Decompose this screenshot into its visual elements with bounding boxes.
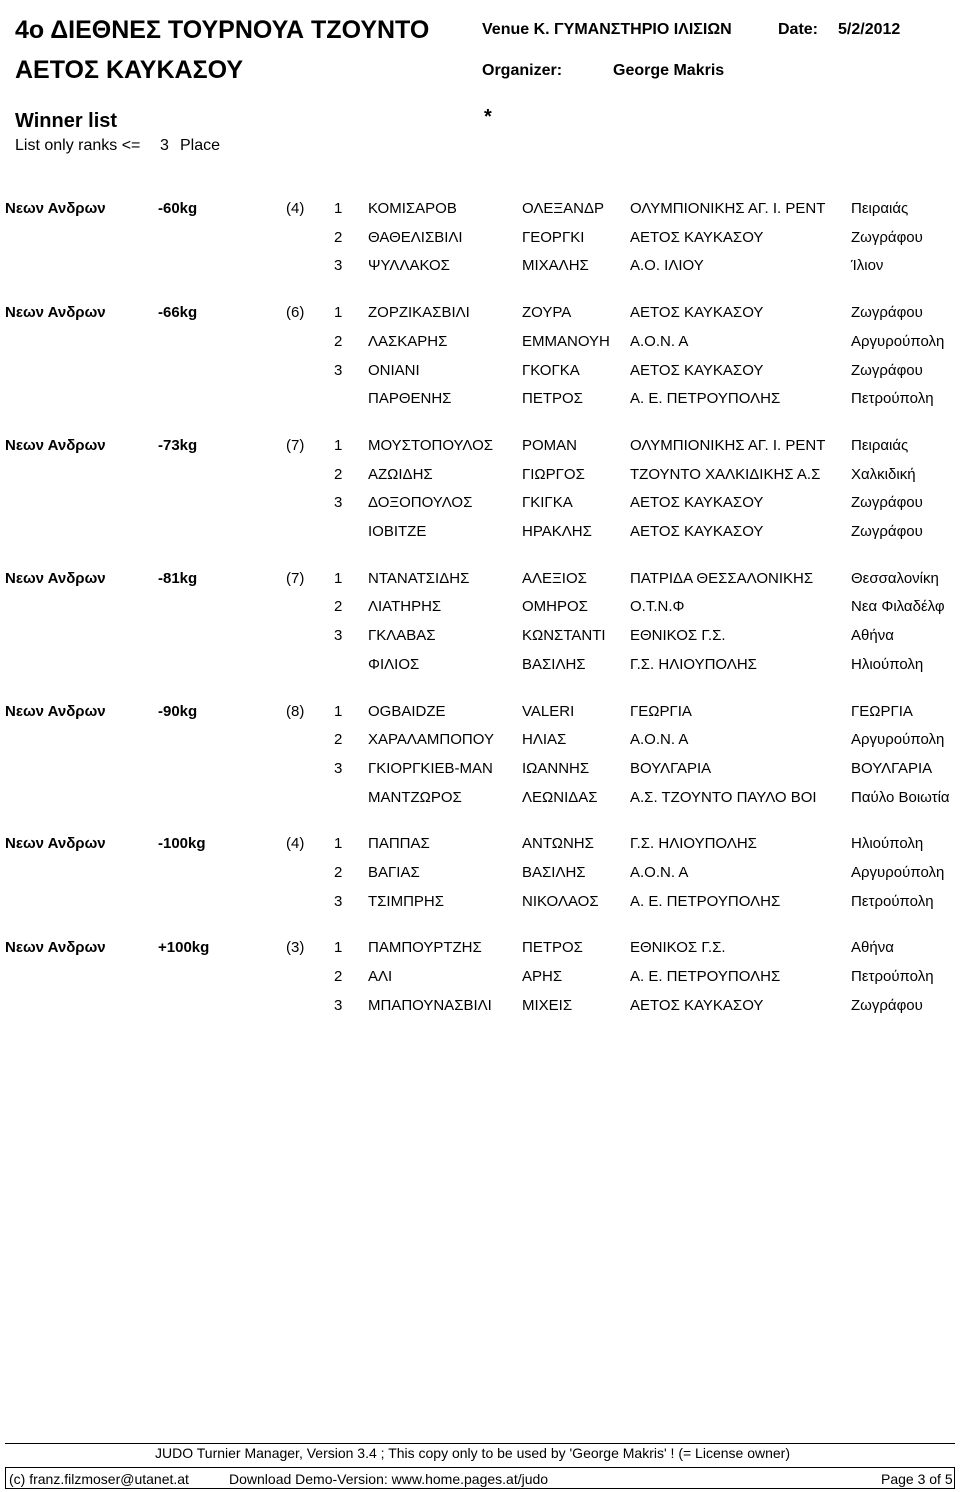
table-row xyxy=(0,333,960,355)
surname-cell: ΖΟΡΖΙΚΑΣΒΙΛΙ xyxy=(368,304,470,322)
download-link[interactable]: Download Demo-Version: www.home.pages.at/judo xyxy=(229,1471,549,1487)
table-row xyxy=(0,494,960,516)
participant-count-cell: (3) xyxy=(286,939,305,957)
city-cell: Πειραιάς xyxy=(851,200,909,217)
table-row xyxy=(0,200,960,222)
table-row xyxy=(0,570,960,592)
surname-cell: ΠΑΜΠΟΥΡΤΖΗΣ xyxy=(368,939,482,957)
table-row xyxy=(0,789,960,811)
rank-cell: 3 xyxy=(334,996,343,1014)
city-cell: Πετρούπολη xyxy=(851,892,934,910)
city-cell: Ζωγράφου xyxy=(851,304,923,322)
first-name-cell: ΡΟΜΑΝ xyxy=(522,436,578,454)
club-cell: Α.Ο.Ν. Α xyxy=(630,332,689,350)
category-cell: Νεων Ανδρων xyxy=(5,835,106,853)
surname-cell: ΟΝΙΑΝΙ xyxy=(368,361,420,379)
first-name-cell: ΜΙΧΑΛΗΣ xyxy=(522,257,589,275)
surname-cell: ΧΑΡΑΛΑΜΠΟΠΟΥ xyxy=(368,731,494,749)
ranks-filter-value: 3 xyxy=(160,137,169,154)
weight-class-cell: -81kg xyxy=(158,569,198,587)
rank-cell: 3 xyxy=(334,892,343,910)
city-cell: Ζωγράφου xyxy=(851,494,923,512)
club-cell: ΟΛΥΜΠΙΟΝΙΚΗΣ ΑΓ. Ι. ΡΕΝΤ xyxy=(630,436,826,454)
table-row xyxy=(0,627,960,649)
first-name-cell: ΒΑΣΙΛΗΣ xyxy=(522,655,586,673)
club-cell: Α.Ο.Ν. Α xyxy=(630,731,689,749)
surname-cell: ΒΑΓΙΑΣ xyxy=(368,864,420,881)
first-name-cell: ΛΕΩΝΙΔΑΣ xyxy=(522,788,598,806)
surname-cell: ΚΟΜΙΣΑΡΟΒ xyxy=(368,200,457,217)
table-row xyxy=(0,257,960,279)
rank-cell: 2 xyxy=(334,598,343,616)
city-cell: Πετρούπολη xyxy=(851,968,934,986)
city-cell: Παύλο Βοιωτία xyxy=(851,788,950,806)
participant-count-cell: (4) xyxy=(286,200,305,217)
venue-label: Venue Κ. ΓΥΜΑΝΣΤΗΡΙΟ ΙΛΙΣΙΩΝ xyxy=(482,21,732,38)
copyright-text: (c) franz.filzmoser@utanet.at xyxy=(9,1471,189,1487)
table-row xyxy=(0,437,960,459)
rank-cell: 3 xyxy=(334,494,343,512)
club-cell: Ο.Τ.Ν.Φ xyxy=(630,598,685,616)
table-row xyxy=(0,390,960,412)
category-cell: Νεων Ανδρων xyxy=(5,569,106,587)
surname-cell: ΔΟΞΟΠΟΥΛΟΣ xyxy=(368,494,473,512)
category-cell: Νεων Ανδρων xyxy=(5,939,106,957)
city-cell: Θεσσαλονίκη xyxy=(851,569,939,587)
club-cell: ΑΕΤΟΣ ΚΑΥΚΑΣΟΥ xyxy=(630,228,764,246)
first-name-cell: ΠΕΤΡΟΣ xyxy=(522,939,583,957)
category-cell: Νεων Ανδρων xyxy=(5,702,106,720)
club-cell: ΤΖΟΥΝΤΟ ΧΑΛΚΙΔΙΚΗΣ Α.Σ xyxy=(630,465,821,483)
rank-cell: 1 xyxy=(334,200,343,217)
surname-cell: ΙΟΒΙΤΖΕ xyxy=(368,523,427,540)
first-name-cell: ΕΜΜΑΝΟΥΗ xyxy=(522,332,610,350)
category-cell: Νεων Ανδρων xyxy=(5,304,106,322)
club-cell: Α.Ο.Ν. Α xyxy=(630,864,689,881)
participant-count-cell: (7) xyxy=(286,569,305,587)
first-name-cell: ΓΕΟΡΓΚΙ xyxy=(522,228,585,246)
club-cell: ΓΕΩΡΓΙΑ xyxy=(630,702,692,720)
table-row xyxy=(0,304,960,326)
surname-cell: ΜΟΥΣΤΟΠΟΥΛΟΣ xyxy=(368,436,494,454)
ranks-filter-unit: Place xyxy=(180,137,221,154)
first-name-cell: ΜΙΧΕΙΣ xyxy=(522,996,573,1014)
asterisk-mark: * xyxy=(484,106,492,128)
rank-cell: 1 xyxy=(334,304,343,322)
first-name-cell: ΒΑΣΙΛΗΣ xyxy=(522,864,586,881)
weight-class-cell: -66kg xyxy=(158,304,198,322)
table-row xyxy=(0,598,960,620)
first-name-cell: ΓΙΩΡΓΟΣ xyxy=(522,465,585,483)
table-row xyxy=(0,968,960,990)
first-name-cell: ΑΛΕΞΙΟΣ xyxy=(522,569,587,587)
page-indicator: Page 3 of 5 xyxy=(881,1471,953,1487)
table-row xyxy=(0,893,960,915)
table-row xyxy=(0,229,960,251)
table-row xyxy=(0,835,960,857)
city-cell: Αθήνα xyxy=(851,627,894,645)
rank-cell: 2 xyxy=(334,731,343,749)
first-name-cell: VALERI xyxy=(522,702,575,720)
first-name-cell: ΙΩΑΝΝΗΣ xyxy=(522,759,590,777)
surname-cell: OGBAIDZE xyxy=(368,702,446,720)
footer-bar xyxy=(5,1467,955,1489)
city-cell: Αργυρούπολη xyxy=(851,864,945,881)
club-cell: ΟΛΥΜΠΙΟΝΙΚΗΣ ΑΓ. Ι. ΡΕΝΤ xyxy=(630,200,826,217)
rank-cell: 1 xyxy=(334,939,343,957)
table-row xyxy=(0,656,960,678)
city-cell: Χαλκιδική xyxy=(851,465,916,483)
first-name-cell: ΓΚΟΓΚΑ xyxy=(522,361,580,379)
surname-cell: ΛΙΑΤΗΡΗΣ xyxy=(368,598,442,616)
category-cell: Νεων Ανδρων xyxy=(5,436,106,454)
city-cell: Αργυρούπολη xyxy=(851,731,945,749)
surname-cell: ΦΙΛΙΟΣ xyxy=(368,655,420,673)
weight-class-cell: +100kg xyxy=(158,939,210,957)
club-cell: ΕΘΝΙΚΟΣ Γ.Σ. xyxy=(630,627,726,645)
club-cell: Α.Ο. ΙΛΙΟΥ xyxy=(630,257,704,275)
category-cell: Νεων Ανδρων xyxy=(5,200,106,217)
first-name-cell: ΗΡΑΚΛΗΣ xyxy=(522,523,592,540)
table-row xyxy=(0,731,960,753)
table-row xyxy=(0,760,960,782)
city-cell: Ζωγράφου xyxy=(851,523,923,540)
table-row xyxy=(0,523,960,545)
city-cell: ΒΟΥΛΓΑΡΙΑ xyxy=(851,759,933,777)
rank-cell: 1 xyxy=(334,436,343,454)
first-name-cell: ΑΡΗΣ xyxy=(522,968,563,986)
club-cell: ΑΕΤΟΣ ΚΑΥΚΑΣΟΥ xyxy=(630,494,764,512)
first-name-cell: ΝΙΚΟΛΑΟΣ xyxy=(522,892,599,910)
rank-cell: 3 xyxy=(334,361,343,379)
table-row xyxy=(0,939,960,961)
first-name-cell: ΖΟΥΡΑ xyxy=(522,304,572,322)
date-label: Date: xyxy=(778,21,819,38)
city-cell: Ζωγράφου xyxy=(851,996,923,1014)
rank-cell: 2 xyxy=(334,864,343,881)
venue-value: Κ. ΓΥΜΑΝΣΤΗΡΙΟ ΙΛΙΣΙΩΝ xyxy=(533,21,732,38)
city-cell: Ζωγράφου xyxy=(851,228,923,246)
rank-cell: 2 xyxy=(334,968,343,986)
club-cell: Γ.Σ. ΗΛΙΟΥΠΟΛΗΣ xyxy=(630,655,757,673)
participant-count-cell: (8) xyxy=(286,702,305,720)
club-cell: Α.Σ. ΤΖΟΥΝΤΟ ΠΑΥΛΟ ΒΟΙ xyxy=(630,788,817,806)
surname-cell: ΘΑΘΕΛΙΣΒΙΛΙ xyxy=(368,228,463,246)
rank-cell: 1 xyxy=(334,569,343,587)
weight-class-cell: -100kg xyxy=(158,835,206,853)
rank-cell: 1 xyxy=(334,835,343,853)
surname-cell: ΠΑΡΘΕΝΗΣ xyxy=(368,390,452,408)
city-cell: Ίλιον xyxy=(851,257,884,275)
organizer-label: Organizer: xyxy=(482,62,563,79)
rank-cell: 1 xyxy=(334,702,343,720)
club-cell: ΠΑΤΡΙΔΑ ΘΕΣΣΑΛΟΝΙΚΗΣ xyxy=(630,569,814,587)
club-cell: ΑΕΤΟΣ ΚΑΥΚΑΣΟΥ xyxy=(630,523,764,540)
weight-class-cell: -73kg xyxy=(158,436,198,454)
club-cell: Α. Ε. ΠΕΤΡΟΥΠΟΛΗΣ xyxy=(630,390,781,408)
ranks-filter-label: List only ranks <= xyxy=(15,137,141,154)
participant-count-cell: (4) xyxy=(286,835,305,853)
rank-cell: 3 xyxy=(334,627,343,645)
surname-cell: ΜΑΝΤΖΩΡΟΣ xyxy=(368,788,462,806)
rank-cell: 3 xyxy=(334,759,343,777)
club-cell: Α. Ε. ΠΕΤΡΟΥΠΟΛΗΣ xyxy=(630,968,781,986)
first-name-cell: ΚΩΝΣΤΑΝΤΙ xyxy=(522,627,606,645)
first-name-cell: ΟΛΕΞΑΝΔΡ xyxy=(522,200,605,217)
city-cell: Ζωγράφου xyxy=(851,361,923,379)
city-cell: Αθήνα xyxy=(851,939,894,957)
organizer-value: George Makris xyxy=(613,62,725,79)
license-notice: JUDO Turnier Manager, Version 3.4 ; This copy only to be used by 'George Makris' ! (= License owner) xyxy=(155,1445,790,1461)
table-row xyxy=(0,997,960,1019)
surname-cell: ΜΠΑΠΟΥΝΑΣΒΙΛΙ xyxy=(368,996,492,1014)
winner-list-heading: Winner list xyxy=(15,110,118,132)
club-cell: Γ.Σ. ΗΛΙΟΥΠΟΛΗΣ xyxy=(630,835,757,853)
first-name-cell: ΠΕΤΡΟΣ xyxy=(522,390,583,408)
surname-cell: ΓΚΙΟΡΓΚΙΕΒ-ΜΑΝ xyxy=(368,759,493,777)
organizer-club-title: ΑΕΤΟΣ ΚΑΥΚΑΣΟΥ xyxy=(15,56,243,84)
surname-cell: ΠΑΠΠΑΣ xyxy=(368,835,430,853)
rank-cell: 3 xyxy=(334,257,343,275)
surname-cell: ΨΥΛΛΑΚΟΣ xyxy=(368,257,450,275)
surname-cell: ΝΤΑΝΑΤΣΙΔΗΣ xyxy=(368,569,470,587)
surname-cell: ΓΚΛΑΒΑΣ xyxy=(368,627,436,645)
rank-cell: 2 xyxy=(334,465,343,483)
date-value: 5/2/2012 xyxy=(838,21,901,38)
surname-cell: ΑΖΩΙΔΗΣ xyxy=(368,465,433,483)
club-cell: ΒΟΥΛΓΑΡΙΑ xyxy=(630,759,712,777)
tournament-title: 4ο ΔΙΕΘΝΕΣ ΤΟΥΡΝΟΥΑ ΤΖΟΥΝΤΟ xyxy=(15,16,430,44)
weight-class-cell: -60kg xyxy=(158,200,198,217)
surname-cell: ΤΣΙΜΠΡΗΣ xyxy=(368,892,445,910)
club-cell: Α. Ε. ΠΕΤΡΟΥΠΟΛΗΣ xyxy=(630,892,781,910)
rank-cell: 2 xyxy=(334,228,343,246)
participant-count-cell: (7) xyxy=(286,436,305,454)
club-cell: ΑΕΤΟΣ ΚΑΥΚΑΣΟΥ xyxy=(630,304,764,322)
city-cell: Πειραιάς xyxy=(851,436,909,454)
table-row xyxy=(0,703,960,725)
city-cell: Νεα Φιλαδέλφ xyxy=(851,598,945,616)
club-cell: ΑΕΤΟΣ ΚΑΥΚΑΣΟΥ xyxy=(630,996,764,1014)
participant-count-cell: (6) xyxy=(286,304,305,322)
first-name-cell: ΑΝΤΩΝΗΣ xyxy=(522,835,594,853)
surname-cell: ΛΑΣΚΑΡΗΣ xyxy=(368,332,448,350)
rank-cell: 2 xyxy=(334,332,343,350)
city-cell: Πετρούπολη xyxy=(851,390,934,408)
city-cell: Ηλιούπολη xyxy=(851,655,924,673)
table-row xyxy=(0,466,960,488)
city-cell: Αργυρούπολη xyxy=(851,332,945,350)
city-cell: Ηλιούπολη xyxy=(851,835,924,853)
table-row xyxy=(0,362,960,384)
club-cell: ΕΘΝΙΚΟΣ Γ.Σ. xyxy=(630,939,726,957)
city-cell: ΓΕΩΡΓΙΑ xyxy=(851,702,913,720)
surname-cell: ΑΛΙ xyxy=(368,968,393,986)
first-name-cell: ΟΜΗΡΟΣ xyxy=(522,598,588,616)
first-name-cell: ΓΚΙΓΚΑ xyxy=(522,494,573,512)
footer-divider xyxy=(5,1443,955,1444)
weight-class-cell: -90kg xyxy=(158,702,198,720)
club-cell: ΑΕΤΟΣ ΚΑΥΚΑΣΟΥ xyxy=(630,361,764,379)
table-row xyxy=(0,864,960,886)
first-name-cell: ΗΛΙΑΣ xyxy=(522,731,567,749)
